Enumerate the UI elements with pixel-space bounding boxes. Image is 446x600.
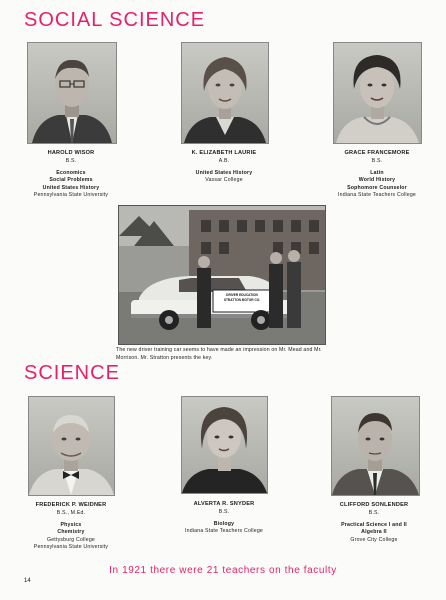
portrait-k-elizabeth-laurie — [181, 42, 269, 144]
teacher-subject: Biology — [213, 521, 235, 528]
caption-frederick-p-weidner — [0, 502, 146, 551]
teacher-subject: Physics — [60, 522, 82, 529]
section-heading-social-science: SOCIAL SCIENCE — [24, 9, 206, 31]
car-sign-line: DRIVER EDUCATION — [226, 293, 258, 297]
portrait-alverta-r-snyder — [181, 396, 268, 494]
teacher-subject: United States History — [42, 184, 100, 191]
caption-grace-francemore — [302, 150, 446, 199]
caption-clifford-sonlender — [299, 502, 446, 544]
teacher-degree: B.S., M.Ed. — [56, 509, 86, 516]
car-sign-line: STRATTON MOTOR CO. — [223, 297, 261, 302]
teacher-school: Grove City College — [350, 536, 398, 543]
teacher-school: Indiana State Teachers College — [337, 191, 416, 198]
teacher-subject: World History — [358, 177, 396, 184]
portrait-grace-francemore — [333, 42, 422, 144]
teacher-subject: Sophomore Counselor — [347, 184, 407, 191]
teacher-name: FREDERICK P. WEIDNER — [35, 502, 107, 508]
teacher-school: Vassar College — [205, 177, 243, 184]
caption-harold-wisor — [0, 150, 146, 199]
teacher-subject: Social Problems — [49, 177, 93, 184]
teacher-degree: B.S. — [371, 157, 383, 164]
teacher-subject: Algebra II — [361, 529, 387, 536]
teacher-school: Pennsylvania State University — [33, 191, 109, 198]
teacher-school: Gettysburg College — [46, 536, 95, 543]
car-sign — [214, 293, 270, 303]
teacher-degree: B.S. — [368, 509, 380, 516]
teacher-name: K. ELIZABETH LAURIE — [191, 150, 257, 156]
teacher-degree: B.S. — [218, 508, 230, 515]
teacher-school: Pennsylvania State University — [33, 543, 109, 550]
photo-caption: The new driver training car seems to have made an impression on Mr. Mead and Mr. Morrison. Mr. Stratton presents the key. — [116, 347, 322, 361]
teacher-name: HAROLD WISOR — [47, 150, 95, 156]
driver-training-car-photo — [118, 205, 326, 345]
portrait-frederick-p-weidner — [28, 396, 115, 496]
teacher-subject: Practical Science I and II — [341, 522, 407, 529]
teacher-subject: Chemistry — [57, 529, 85, 536]
teacher-subject: United States History — [195, 170, 253, 177]
teacher-name: ALVERTA R. SNYDER — [193, 501, 255, 507]
page-number: 14 — [24, 578, 31, 584]
teacher-degree: B.S. — [65, 157, 77, 164]
teacher-name: GRACE FRANCEMORE — [344, 150, 410, 156]
caption-k-elizabeth-laurie — [149, 150, 299, 185]
teacher-subject: Economics — [56, 170, 86, 177]
teacher-subject: Latin — [370, 170, 384, 177]
teacher-school: Indiana State Teachers College — [184, 528, 263, 535]
caption-alverta-r-snyder — [149, 501, 299, 536]
section-heading-science: SCIENCE — [24, 362, 120, 384]
teacher-degree: A.B. — [218, 157, 230, 164]
teacher-name: CLIFFORD SONLENDER — [339, 502, 409, 508]
portrait-harold-wisor — [27, 42, 117, 144]
faculty-fact: In 1921 there were 21 teachers on the faculty — [109, 565, 337, 576]
portrait-clifford-sonlender — [331, 396, 420, 496]
